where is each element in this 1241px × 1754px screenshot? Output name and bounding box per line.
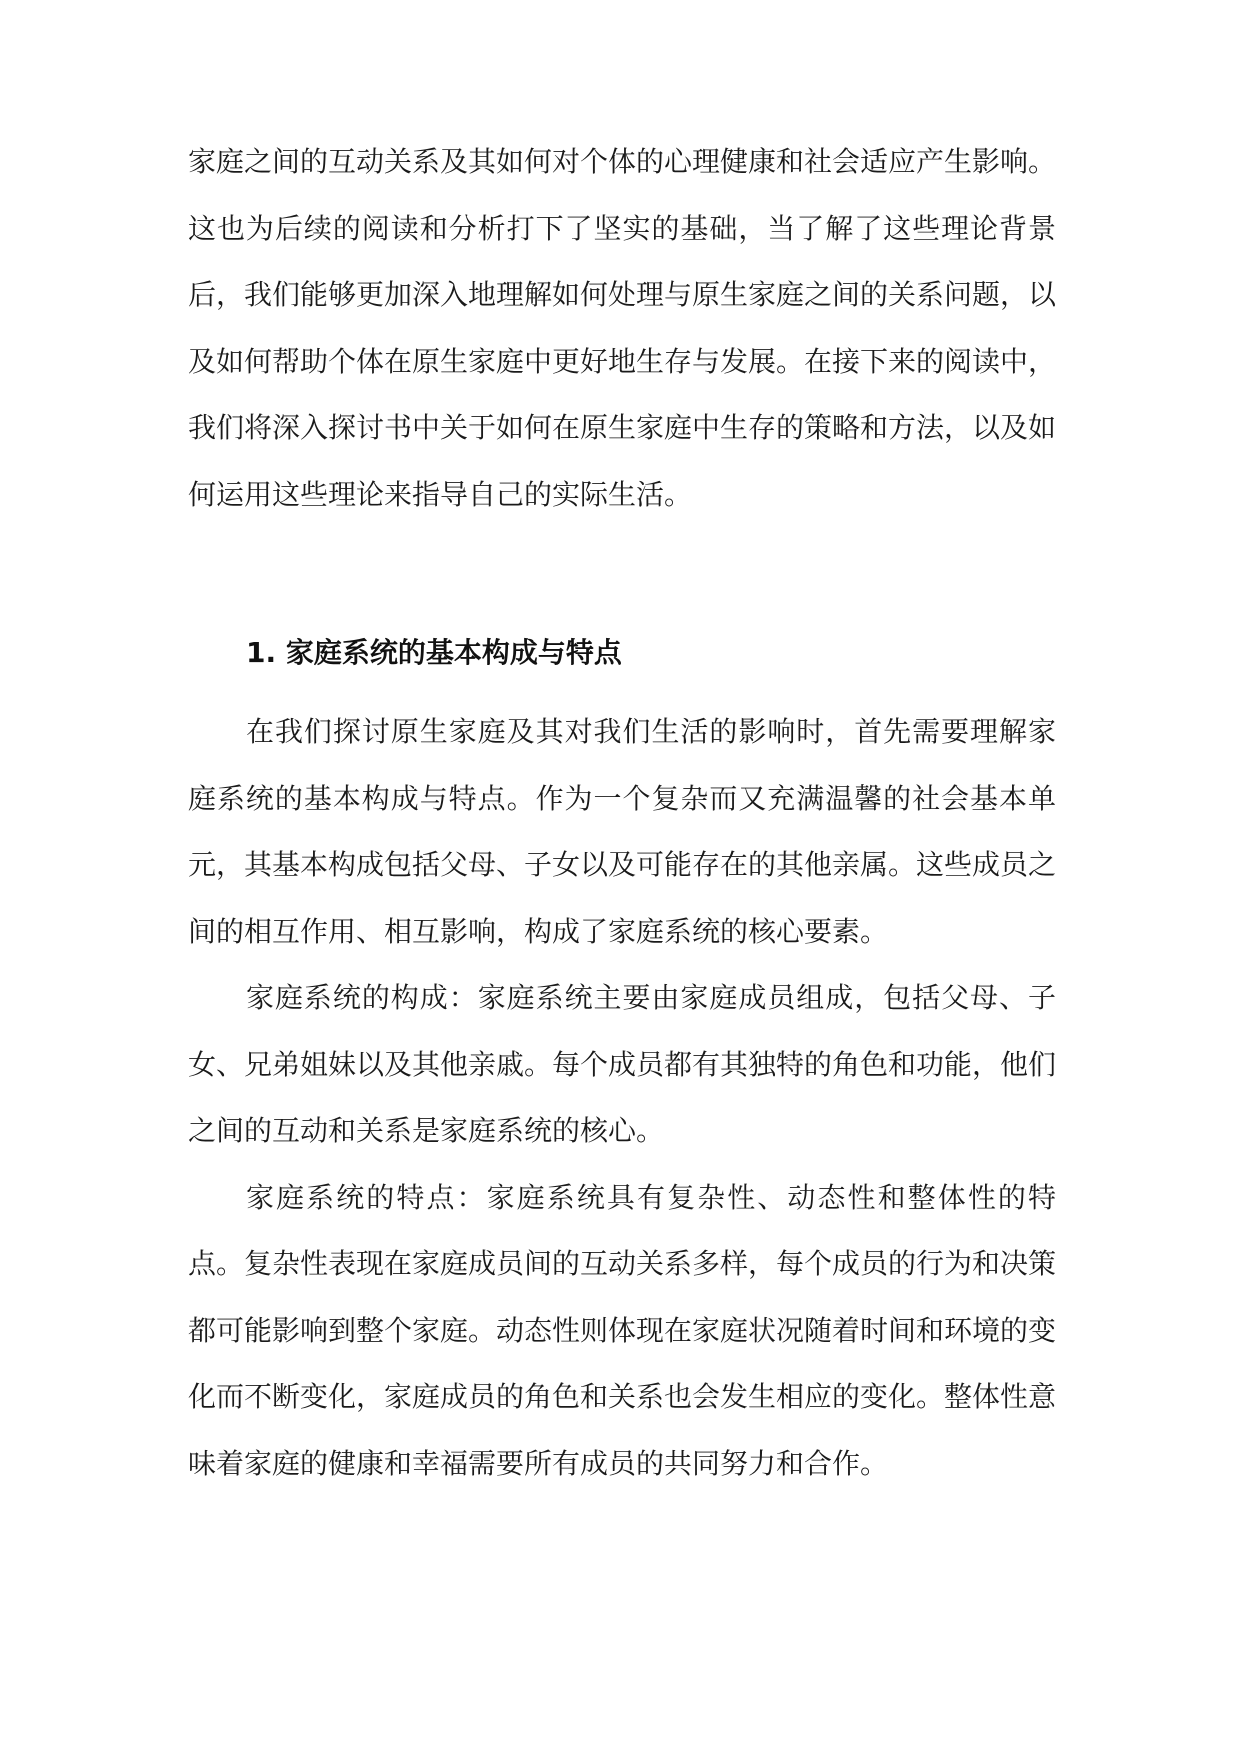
section-paragraph-intro: 在我们探讨原生家庭及其对我们生活的影响时，首先需要理解家庭系统的基本构成与特点。作为一个复杂而又充满温馨的社会基本单元，其基本构成包括父母、子女以及可能存在的其他亲属。这些成员之间的相互作用、相互影响，构成了家庭系统的核心要素。 — [188, 715, 1057, 948]
section-body — [188, 699, 1056, 1497]
continued-paragraph-block — [188, 129, 1056, 528]
section-heading: 1. 家庭系统的基本构成与特点 — [246, 636, 622, 669]
continued-paragraph: 家庭之间的互动关系及其如何对个体的心理健康和社会适应产生影响。这也为后续的阅读和分析打下了坚实的基础，当了解了这些理论背景后，我们能够更加深入地理解如何处理与原生家庭之间的关系问题，以及如何帮助个体在原生家庭中更好地生存与发展。在接下来的阅读中，我们将深入探讨书中关于如何在原生家庭中生存的策略和方法，以及如何运用这些理论来指导自己的实际生活。 — [188, 145, 1057, 511]
section-paragraph-composition: 家庭系统的构成：家庭系统主要由家庭成员组成，包括父母、子女、兄弟姐妹以及其他亲戚。每个成员都有其独特的角色和功能，他们之间的互动和关系是家庭系统的核心。 — [188, 981, 1057, 1147]
section-paragraph-characteristics: 家庭系统的特点：家庭系统具有复杂性、动态性和整体性的特点。复杂性表现在家庭成员间的互动关系多样，每个成员的行为和决策都可能影响到整个家庭。动态性则体现在家庭状况随着时间和环境的变化而不断变化，家庭成员的角色和关系也会发生相应的变化。整体性意味着家庭的健康和幸福需要所有成员的共同努力和合作。 — [188, 1180, 1057, 1480]
